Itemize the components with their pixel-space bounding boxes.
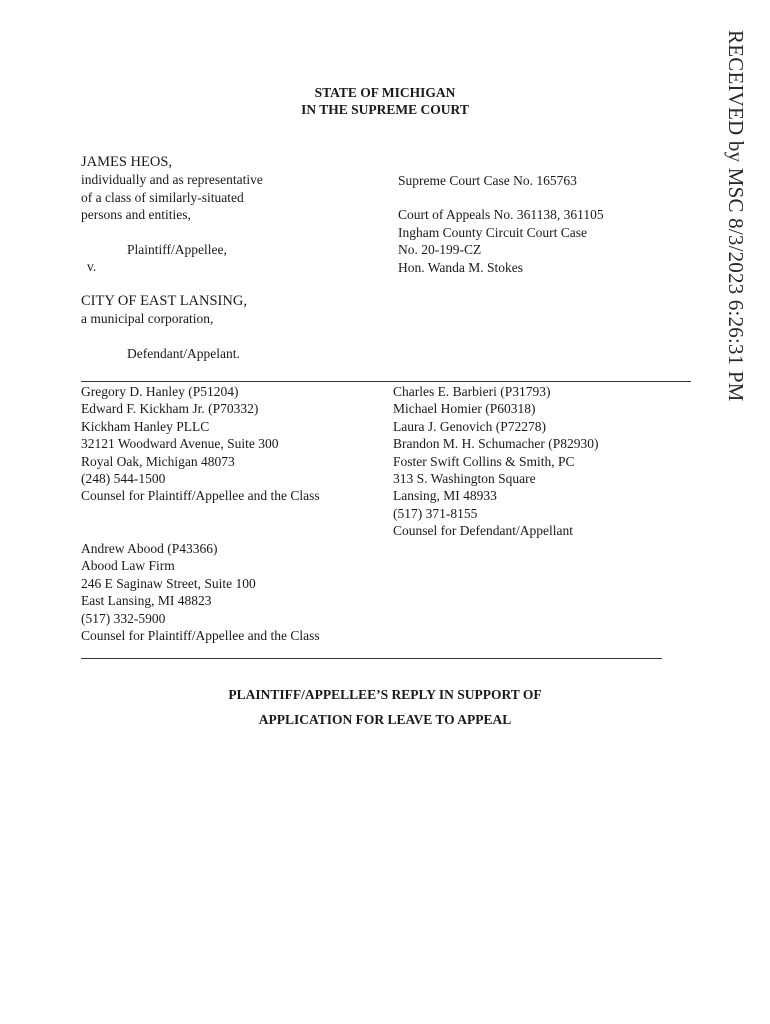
plaintiff-desc-3: persons and entities, (81, 207, 191, 223)
document-title (150, 687, 620, 728)
judge-name: Hon. Wanda M. Stokes (398, 259, 524, 275)
counsel-line: Charles E. Barbieri (P31793) (393, 384, 551, 399)
counsel-line: (517) 332-5900 (81, 610, 166, 626)
defendant-desc: a municipal corporation, (81, 311, 214, 327)
counsel-line: Gregory D. Hanley (P51204) (81, 384, 239, 399)
counsel-line: Abood Law Firm (81, 558, 175, 574)
counsel-line: 313 S. Washington Square (393, 471, 536, 487)
second-plaintiff-counsel-block (81, 540, 320, 644)
counsel-line: Lansing, MI 48933 (393, 488, 497, 504)
defendant-counsel-block (393, 383, 598, 540)
counsel-line: Brandon M. H. Schumacher (P82930) (393, 436, 599, 452)
counsel-line: Edward F. Kickham Jr. (P70332) (81, 401, 259, 417)
counsel-line: Michael Homier (P60318) (393, 401, 536, 417)
counsel-line: 32121 Woodward Avenue, Suite 300 (81, 436, 279, 452)
plaintiff-name: JAMES HEOS, (81, 154, 173, 170)
circuit-court: Ingham County Circuit Court Case (398, 224, 587, 240)
supreme-court-case: Supreme Court Case No. 165763 (398, 173, 577, 188)
circuit-case-no: No. 20-199-CZ (398, 242, 482, 258)
received-stamp (720, 30, 750, 402)
counsel-line: Foster Swift Collins & Smith, PC (393, 453, 575, 469)
court-header (230, 84, 540, 118)
counsel-line: Counsel for Plaintiff/Appellee and the Class (81, 628, 320, 644)
title-line-2: APPLICATION FOR LEAVE TO APPEAL (258, 712, 512, 727)
received-stamp-text: RECEIVED by MSC 8/3/2023 6:26:31 PM (724, 30, 748, 402)
plaintiff-role: Plaintiff/Appellee, (127, 241, 227, 257)
plaintiff-desc-1: individually and as representative (81, 172, 263, 188)
state-heading: STATE OF MICHIGAN (314, 85, 456, 100)
court-heading: IN THE SUPREME COURT (301, 102, 469, 117)
defendant-name: CITY OF EAST LANSING, (81, 293, 247, 309)
counsel-line: (517) 371-8155 (393, 505, 478, 521)
counsel-line: Kickham Hanley PLLC (81, 418, 210, 434)
counsel-divider (81, 658, 662, 659)
appeals-case: Court of Appeals No. 361138, 361105 (398, 207, 604, 223)
counsel-line: Counsel for Plaintiff/Appellee and the Class (81, 488, 320, 504)
counsel-line: Andrew Abood (P43366) (81, 541, 218, 556)
title-line-1: PLAINTIFF/APPELLEE’S REPLY IN SUPPORT OF (228, 687, 542, 702)
case-info-block (398, 172, 604, 276)
counsel-line: Royal Oak, Michigan 48073 (81, 453, 235, 469)
plaintiff-desc-2: of a class of similarly-situated (81, 189, 244, 205)
counsel-line: (248) 544-1500 (81, 471, 166, 487)
versus-label: v. (87, 259, 97, 275)
counsel-line: East Lansing, MI 48823 (81, 593, 212, 609)
counsel-line: 246 E Saginaw Street, Suite 100 (81, 575, 256, 591)
counsel-line: Counsel for Defendant/Appellant (393, 523, 573, 539)
plaintiff-counsel-block (81, 383, 320, 505)
counsel-line: Laura J. Genovich (P72278) (393, 418, 546, 434)
defendant-role: Defendant/Appelant. (127, 345, 240, 361)
defendant-block (81, 293, 247, 362)
plaintiff-block (81, 154, 263, 275)
caption-divider (81, 381, 691, 382)
